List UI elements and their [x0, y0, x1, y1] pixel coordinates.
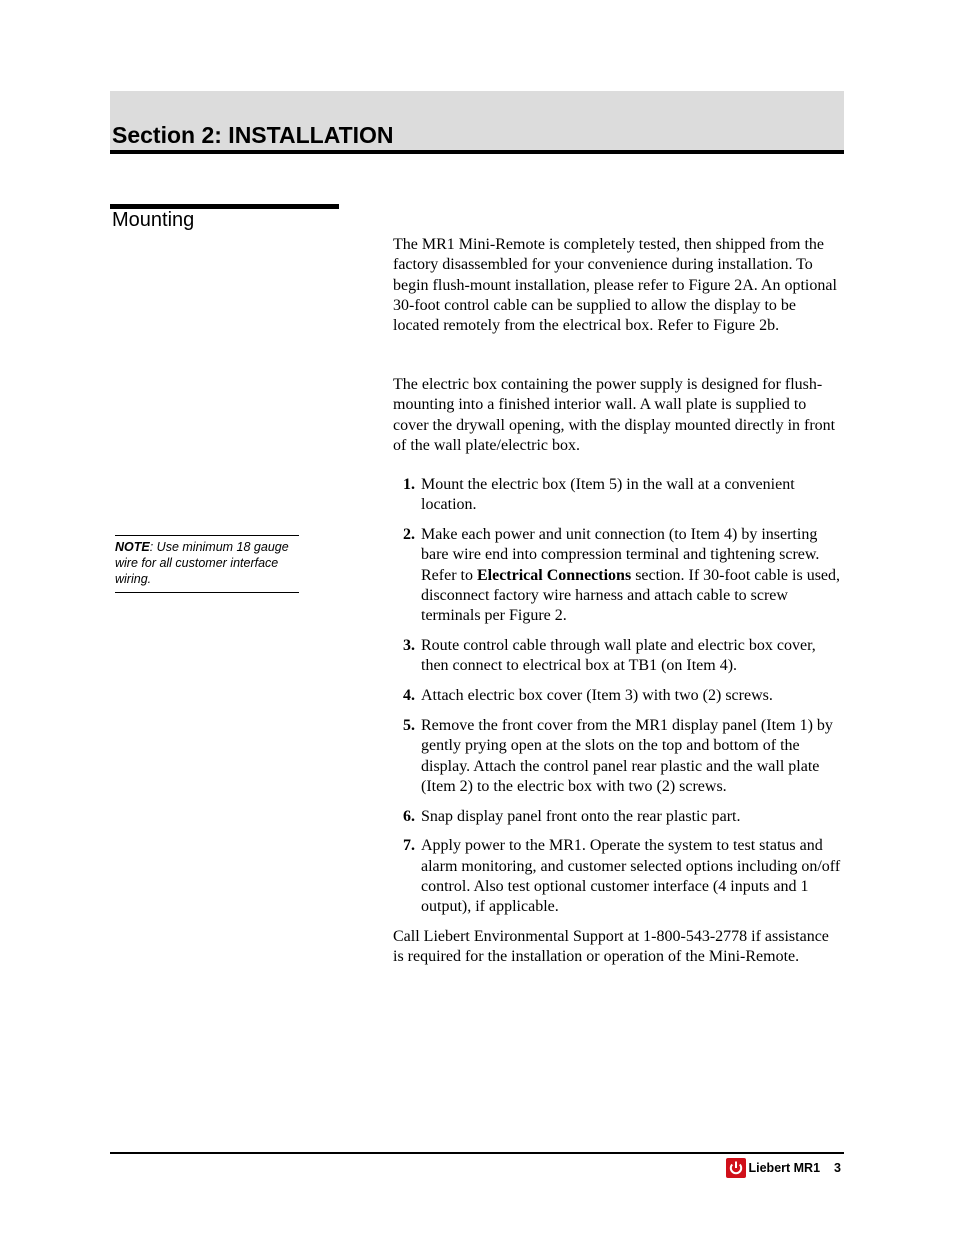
- step-text: [421, 525, 843, 626]
- step-text-part: Apply power to the MR1. Operate the system to test status and alarm monitoring, and customer selected options including on/off control. Also test optional customer interface (4 inputs and 1 output), if applicable.: [421, 837, 841, 916]
- installation-steps: [393, 475, 843, 927]
- step-number: 6.: [403, 807, 415, 825]
- step-text: [421, 836, 843, 917]
- step-text: [421, 807, 843, 827]
- intro-paragraph: [393, 235, 843, 336]
- list-item: [393, 525, 843, 626]
- step-text-part: Route control cable through wall plate and electric box cover, then connect to electrical box at TB1 (on Item 4).: [421, 637, 816, 675]
- list-item: [393, 686, 843, 706]
- footer-product: Liebert MR1: [748, 1161, 821, 1175]
- section-title: Section 2: INSTALLATION: [112, 122, 394, 148]
- step-text-part: Snap display panel front onto the rear plastic part.: [421, 807, 741, 825]
- step-text: [421, 475, 843, 516]
- step-number: 7.: [403, 837, 415, 855]
- step-text-part: Make each power and unit connection (to Item 4) by inserting bare wire end into compression terminal and tightening screw. Refer to: [421, 526, 820, 584]
- step-text-part: section. If 30-foot cable is used, disconnect factory wire harness and attach cable to screw terminals per Figure 2.: [421, 566, 841, 625]
- note-box: [115, 535, 299, 593]
- step-text-part: Remove the front cover from the MR1 display panel (Item 1) by gently prying open at the slots on the top and bottom of the display. Attach the control panel rear plastic and the wall plate (Item 2) to the electric box with two (2) screws.: [421, 716, 833, 795]
- page-number: 3: [834, 1161, 841, 1175]
- list-item: [393, 475, 843, 516]
- note-text: : Use minimum 18 gauge wire for all customer interface wiring.: [115, 540, 289, 586]
- support-text: Call Liebert Environmental Support at 1-800-543-2778 if assistance is required for the installation or operation of the Mini-Remote.: [393, 928, 829, 966]
- list-item: [393, 807, 843, 827]
- electric-box-paragraph: [393, 375, 843, 456]
- step-number: 4.: [403, 687, 415, 705]
- section-header: [110, 91, 844, 154]
- step-number: 2.: [403, 526, 415, 544]
- step-number: 3.: [403, 637, 415, 655]
- step-text: [421, 636, 843, 677]
- step-text-part: Mount the electric box (Item 5) in the wall at a convenient location.: [421, 476, 795, 514]
- note-lead: NOTE: [115, 540, 150, 554]
- list-item: [393, 716, 843, 797]
- step-number: 5.: [403, 716, 415, 734]
- list-item: [393, 836, 843, 917]
- step-text-part: Attach electric box cover (Item 3) with two (2) screws.: [421, 687, 773, 705]
- liebert-logo-icon: [726, 1158, 746, 1178]
- step-emphasis: Electrical Connections: [476, 566, 632, 584]
- step-text: [421, 686, 843, 706]
- list-item: [393, 636, 843, 677]
- step-text: [421, 716, 843, 797]
- paragraph-2: The electric box containing the power supply is designed for flush-mounting into a finished interior wall. A wall plate is supplied to cover the drywall opening, with the display mounted directly in front of the wall plate/electric box.: [393, 376, 836, 454]
- step-number: 1.: [403, 476, 415, 493]
- page-footer: [726, 1157, 842, 1179]
- footer-rule: [110, 1152, 844, 1154]
- mounting-heading: Mounting: [112, 209, 195, 231]
- closing-paragraph: [393, 927, 843, 968]
- paragraph-1: The MR1 Mini-Remote is completely tested, then shipped from the factory disassembled for your convenience during installation. To begin flush-mount installation, please refer to Figure 2A. An optional 30-foot control cable can be supplied to allow the display to be located remotely from the electrical box. Refer to Figure 2b.: [393, 236, 837, 335]
